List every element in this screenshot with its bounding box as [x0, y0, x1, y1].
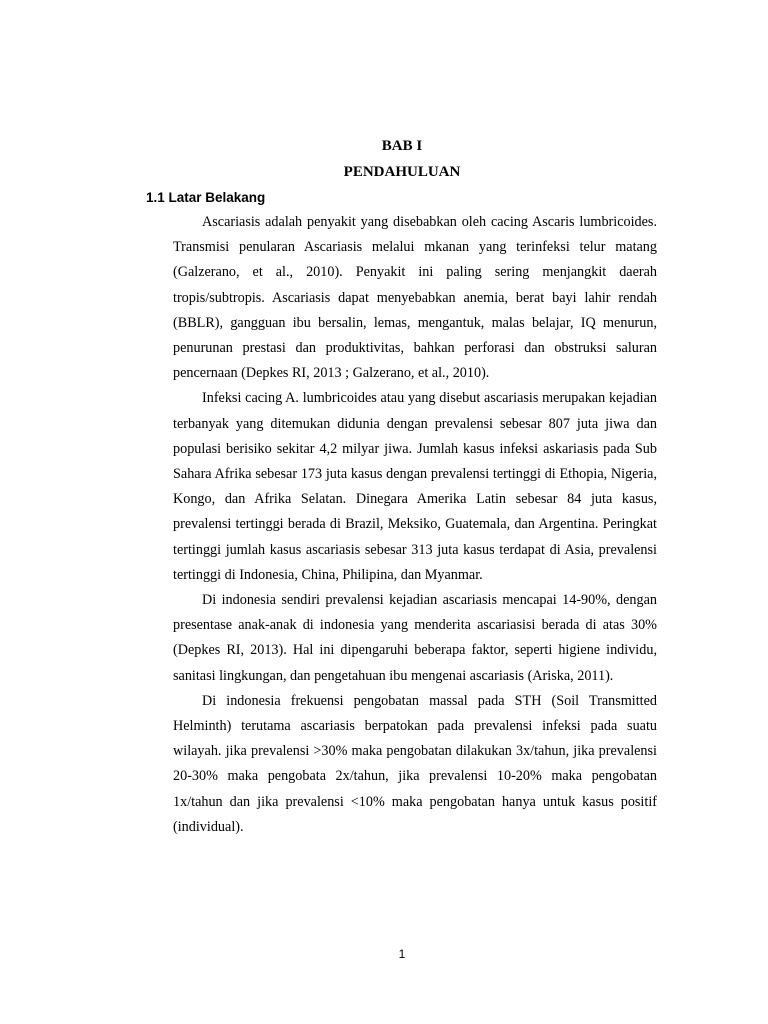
- body-text: [173, 210, 657, 840]
- section-heading: 1.1 Latar Belakang: [146, 190, 266, 205]
- paragraph-2: Infeksi cacing A. lumbricoides atau yang disebut ascariasis merupakan kejadian terbanyak yang ditemukan didunia dengan prevalensi sebesar 807 juta jiwa dan populasi berisiko sekitar 4,2 milyar jiwa. Jumlah kasus infeksi askariasis pada Sub Sahara Afrika sebesar 173 juta kasus dengan prevalensi tertinggi di Ethopia, Nigeria, Kongo, dan Afrika Selatan. Dinegara Amerika Latin sebesar 84 juta kasus, prevalensi tertinggi berada di Brazil, Meksiko, Guatemala, dan Argentina. Peringkat tertinggi jumlah kasus ascariasis sebesar 313 juta kasus terdapat di Asia, prevalensi tertinggi di Indonesia, China, Philipina, dan Myanmar.: [173, 390, 657, 583]
- paragraph-1: Ascariasis adalah penyakit yang disebabkan oleh cacing Ascaris lumbricoides. Transmisi penularan Ascariasis melalui mkanan yang terinfeksi telur matang (Galzerano, et al., 2010). Penyakit ini paling sering menjangkit daerah tropis/subtropis. Ascariasis dapat menyebabkan anemia, berat bayi lahir rendah (BBLR), gangguan ibu bersalin, lemas, mengantuk, malas belajar, IQ menurun, penurunan prestasi dan produktivitas, bahkan perforasi dan obstruksi saluran pencernaan (Depkes RI, 2013 ; Galzerano, et al., 2010).: [173, 214, 657, 382]
- page-number: 1: [398, 947, 406, 961]
- paragraph-3: Di indonesia sendiri prevalensi kejadian ascariasis mencapai 14-90%, dengan presentase anak-anak di indonesia yang menderita ascariasisi berada di atas 30% (Depkes RI, 2013). Hal ini dipengaruhi beberapa faktor, seperti higiene individu, sanitasi lingkungan, dan pengetahuan ibu mengenai ascariasis (Ariska, 2011).: [173, 592, 657, 684]
- chapter-label: BAB I: [381, 138, 423, 154]
- chapter-title: PENDAHULUAN: [343, 164, 461, 180]
- paragraph-4: Di indonesia frekuensi pengobatan massal pada STH (Soil Transmitted Helminth) terutama ascariasis berpatokan pada prevalensi infeksi pada suatu wilayah. jika prevalensi >30% maka pengobatan dilakukan 3x/tahun, jika prevalensi 20-30% maka pengobata 2x/tahun, jika prevalensi 10-20% maka pengobatan 1x/tahun dan jika prevalensi <10% maka pengobatan hanya untuk kasus positif (individual).: [173, 692, 657, 835]
